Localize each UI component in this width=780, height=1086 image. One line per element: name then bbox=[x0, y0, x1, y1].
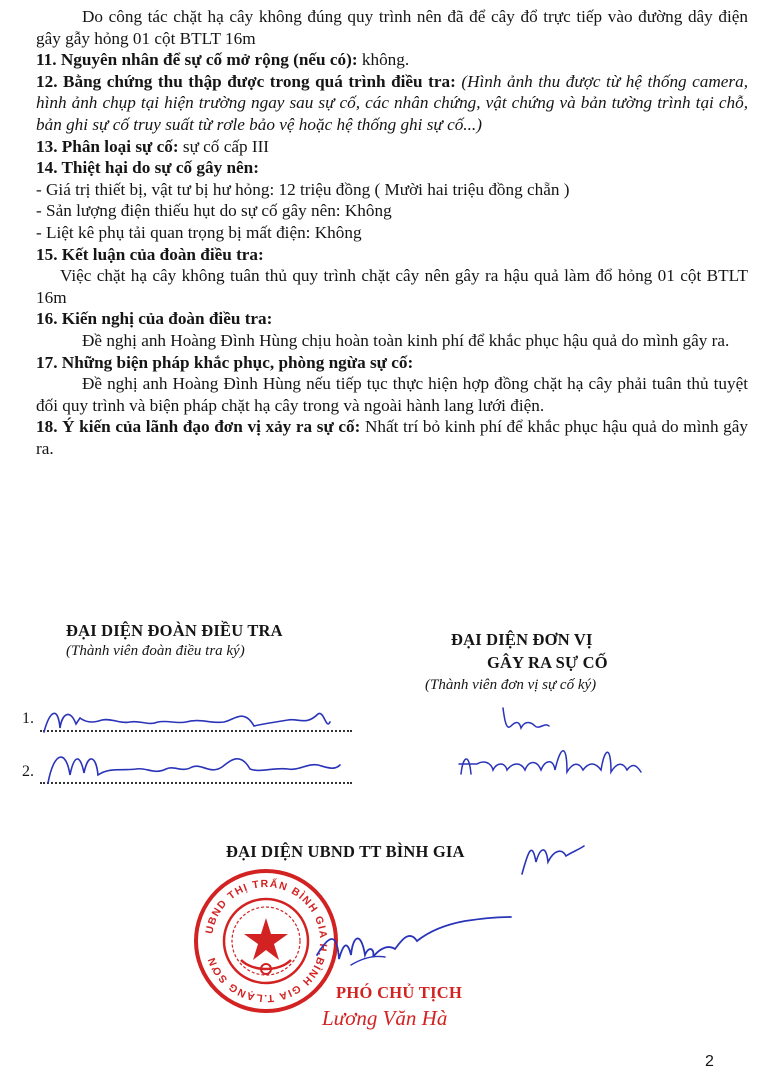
section-12 bbox=[36, 71, 748, 136]
responsible-unit-subtitle: (Thành viên đơn vị sự cố ký) bbox=[425, 677, 597, 693]
section-14-heading-text: 14. Thiệt hại do sự cố gây nên: bbox=[36, 158, 259, 178]
responsible-unit-title-1: ĐẠI DIỆN ĐƠN VỊ bbox=[451, 630, 593, 649]
vice-chairman-title: PHÓ CHỦ TỊCH bbox=[336, 983, 463, 1002]
section-16-text: Đề nghị anh Hoàng Đình Hùng chịu hoàn toàn kinh phí để khắc phục hậu quả do mình gây ra. bbox=[82, 330, 730, 350]
section-15-heading bbox=[36, 244, 748, 266]
page-number: 2 bbox=[705, 1053, 714, 1070]
section-15-text: Việc chặt hạ cây không tuân thủ quy trình chặt cây nên gây ra hậu quả làm đổ hỏng 01 cột BTLT 16m bbox=[36, 266, 748, 307]
section-10-text: Do công tác chặt hạ cây không đúng quy trình nên đã để cây đổ trực tiếp vào đường dây điện gây gẫy hỏng 01 cột BTLT 16m bbox=[36, 7, 748, 48]
handwritten-signature-responsible bbox=[455, 700, 655, 790]
damage-item-loads: - Liệt kê phụ tải quan trọng bị mất điện: Không bbox=[36, 222, 362, 242]
section-11-text: không. bbox=[357, 50, 410, 70]
section-13 bbox=[36, 136, 748, 158]
section-18 bbox=[36, 416, 748, 459]
damage-item-output: - Sản lượng điện thiếu hụt do sự cố gây nên: Không bbox=[36, 201, 392, 221]
section-18-heading: 18. Ý kiến của lãnh đạo đơn vị xảy ra sự cố: bbox=[36, 417, 361, 437]
section-11-heading: 11. Nguyên nhân để sự cố mở rộng (nếu có): bbox=[36, 50, 358, 70]
responsible-unit-title-2: GÂY RA SỰ CỐ bbox=[487, 653, 608, 672]
report-body bbox=[36, 6, 748, 459]
section-18-text: Nhất trí bỏ kinh phí để khắc phục hậu quả do mình gây ra. bbox=[36, 417, 748, 458]
section-15-heading-text: 15. Kết luận của đoàn điều tra: bbox=[36, 244, 264, 264]
investigation-team-title: ĐẠI DIỆN ĐOÀN ĐIỀU TRA bbox=[66, 621, 283, 640]
vice-chairman-signature bbox=[315, 905, 515, 985]
section-16-heading-text: 16. Kiến nghị của đoàn điều tra: bbox=[36, 309, 273, 329]
section-14-heading bbox=[36, 157, 748, 179]
section-11 bbox=[36, 49, 748, 71]
vice-chairman-name: Lương Văn Hà bbox=[322, 1006, 448, 1030]
section-12-text: (Hình ảnh thu được từ hệ thống camera, hình ảnh chụp tại hiện trường ngay sau sự cố, các nhân chứng, vật chứng và bản tường trình tại chỗ, bản ghi sự cố truy suất từ rơle bảo vệ hoặc hệ thống ghi sự cố...) bbox=[36, 71, 748, 134]
seal-text: UBND THỊ TRẤN BÌNH GIA H.BÌNH GIA T.LẠNG SƠN bbox=[203, 877, 330, 1005]
damage-item-equipment: - Giá trị thiết bị, vật tư bị hư hỏng: 12 triệu đồng ( Mười hai triệu đồng chẵn ) bbox=[36, 179, 570, 199]
section-17-text: Đề nghị anh Hoàng Đình Hùng nếu tiếp tục thực hiện hợp đồng chặt hạ cây phải tuân thủ tuyệt đối quy trình và biện pháp chặt hạ cây trong và ngoài hành lang lưới điện. bbox=[36, 374, 748, 415]
section-12-heading: 12. Bằng chứng thu thập được trong quá trình điều tra: bbox=[36, 71, 456, 91]
investigation-team-subtitle: (Thành viên đoàn điều tra ký) bbox=[66, 643, 245, 659]
handwritten-signature-1 bbox=[40, 700, 340, 740]
ubnd-representative-title: ĐẠI DIỆN UBND TT BÌNH GIA bbox=[226, 842, 465, 861]
section-13-text: sự cố cấp III bbox=[178, 136, 270, 156]
handwritten-signature-2 bbox=[40, 745, 350, 790]
section-13-heading: 13. Phân loại sự cố: bbox=[36, 136, 179, 156]
section-17-heading bbox=[36, 352, 748, 374]
section-16-heading bbox=[36, 308, 748, 330]
initial-signature bbox=[518, 832, 588, 882]
signature-line-1-number: 1. bbox=[22, 710, 34, 727]
signature-line-2-number: 2. bbox=[22, 763, 34, 780]
section-17-heading-text: 17. Những biện pháp khắc phục, phòng ngừa sự cố: bbox=[36, 352, 414, 372]
